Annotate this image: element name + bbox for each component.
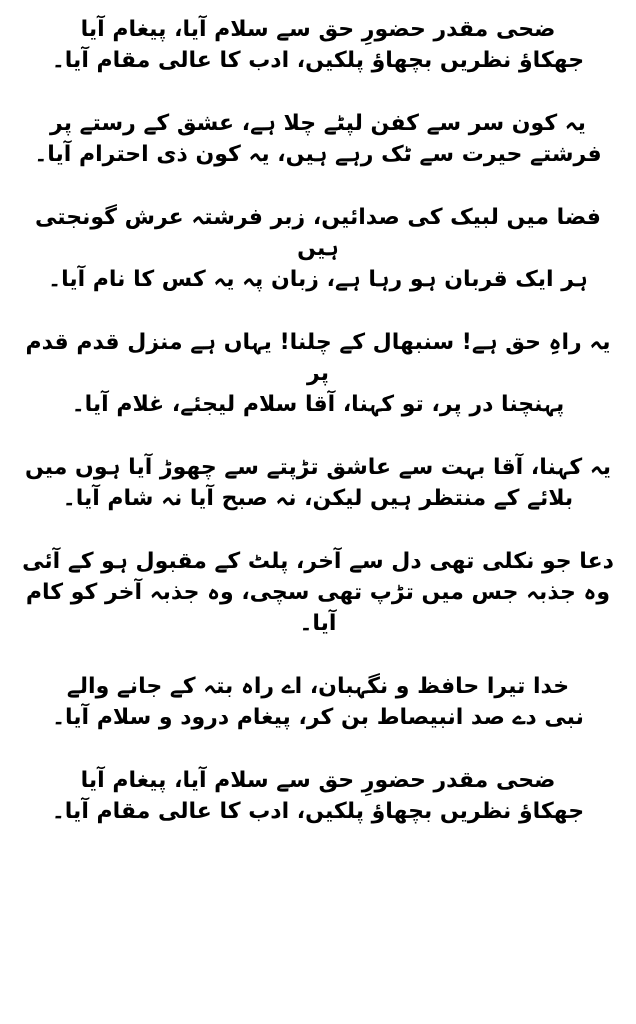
- stanza-2: [14, 108, 622, 170]
- stanza-1: [14, 14, 622, 76]
- poem-line: خدا تیرا حافظ و نگہبان، اے راہ بتہ کے جانے والے: [66, 674, 570, 699]
- poem-line: فضا میں لبیک کی صدائیں، زبر فرشتہ عرش گونجتی ہیں: [35, 205, 601, 261]
- poem-line: ضحی مقدر حضورِ حق سے سلام آیا، پیغام آیا: [80, 768, 556, 793]
- stanza-7: [14, 671, 622, 733]
- poem-line: بلائے کے منتظر ہیں لیکن، نہ صبح آیا نہ شام آیا۔: [62, 486, 574, 511]
- poem-line: ہر ایک قربان ہو رہا ہے، زبان پہ یہ کس کا نام آیا۔: [48, 267, 588, 292]
- poem-line: وہ جذبہ جس میں تڑپ تھی سچی، وہ جذبہ آخر کو کام آیا۔: [25, 580, 611, 636]
- poem-line: نبی دے صد انبیصاط بن کر، پیغام درود و سلام آیا۔: [52, 705, 584, 730]
- stanza-3: [14, 202, 622, 295]
- poem-line: جھکاؤ نظریں بچھاؤ پلکیں، ادب کا عالی مقام آیا۔: [51, 799, 585, 824]
- stanza-8: [14, 765, 622, 827]
- poem-line: یہ کہنا، آقا بہت سے عاشق تڑپتے سے چھوڑ آیا ہوں میں: [25, 455, 611, 480]
- stanza-6: [14, 546, 622, 639]
- poem-line: ضحی مقدر حضورِ حق سے سلام آیا، پیغام آیا: [80, 17, 556, 42]
- poem-line: جھکاؤ نظریں بچھاؤ پلکیں، ادب کا عالی مقام آیا۔: [51, 48, 585, 73]
- poem-line: یہ کون سر سے کفن لپٹے چلا ہے، عشق کے رستے پر: [50, 111, 586, 136]
- stanza-5: [14, 452, 622, 514]
- stanza-4: [14, 327, 622, 420]
- poem-line: دعا جو نکلی تھی دل سے آخر، پلٹ کے مقبول ہو کے آئی: [22, 549, 614, 574]
- poem-line: یہ راہِ حق ہے! سنبھال کے چلنا! یہاں ہے منزل قدم قدم پر: [25, 330, 611, 386]
- poem-line: پہنچنا در پر، تو کہنا، آقا سلام لیجئے، غلام آیا۔: [71, 392, 565, 417]
- poem-line: فرشتے حیرت سے ٹک رہے ہیں، یہ کون ذی احترام آیا۔: [34, 142, 602, 167]
